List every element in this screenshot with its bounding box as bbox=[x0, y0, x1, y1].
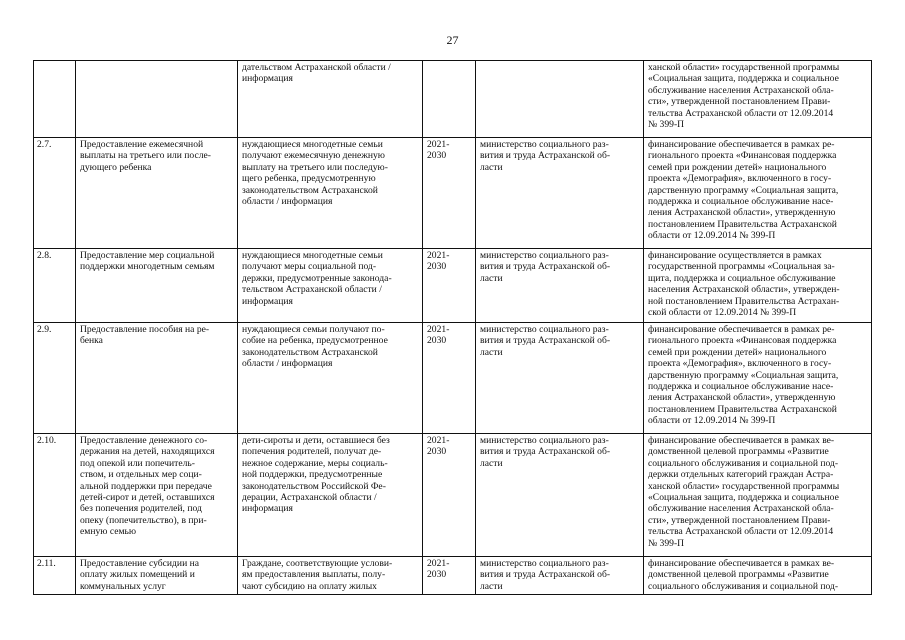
measure-name: Предоставление мер социальной поддержки многодетным семьям bbox=[76, 249, 238, 323]
table-row bbox=[34, 434, 872, 557]
measure-executor bbox=[476, 61, 644, 138]
measure-financing: финансирование обеспечивается в рамках ре- гионального проекта «Финансовая поддержка семей при рождении детей» национального проекта «Демография», включенного в госу- дарственную программу «Социальная защита, поддержка и социальное обслуживание насе- ления Астраханской области», утвержденную постановлением Правительства Астраханской области от 12.09.2014 № 399-П bbox=[644, 323, 872, 434]
measure-financing: ханской области» государственной программы «Социальная защита, поддержка и социальное обслуживание населения Астраханской обла- сти», утвержденной постановлением Прави- тельства Астраханской области от 12.09.2014 № 399-П bbox=[644, 61, 872, 138]
row-number: 2.9. bbox=[34, 323, 76, 434]
measure-name: Предоставление денежного со- держания на детей, находящихся под опекой или попечитель- ством, и отдельных мер соци- альной поддержки при передаче детей-сирот и детей, оставшихся без попечения родителей, под опеку (попечительство), в при- емную семью bbox=[76, 434, 238, 557]
row-number: 2.10. bbox=[34, 434, 76, 557]
measure-financing: финансирование обеспечивается в рамках ве- домственной целевой программы «Развитие социального обслуживания и социальной под- bbox=[644, 557, 872, 595]
measure-period bbox=[423, 61, 476, 138]
measure-name: Предоставление ежемесячной выплаты на третьего или после- дующего ребенка bbox=[76, 138, 238, 249]
measure-period: 2021- 2030 bbox=[423, 249, 476, 323]
measure-financing: финансирование обеспечивается в рамках ре- гионального проекта «Финансовая поддержка семей при рождении детей» национального проекта «Демография», включенного в госу- дарственную программу «Социальная защита, поддержка и социальное обслуживание насе- ления Астраханской области», утвержденную постановлением Правительства Астраханской области от 12.09.2014 № 399-П bbox=[644, 138, 872, 249]
measure-recipients: нуждающиеся многодетные семьи получают меры социальной под- держки, предусмотренные законода- тельством Астраханской области / информация bbox=[238, 249, 423, 323]
measure-recipients: нуждающиеся семьи получают по- собие на ребенка, предусмотренное законодательством Астраханской области / информация bbox=[238, 323, 423, 434]
measure-executor: министерство социального раз- вития и труда Астраханской об- ласти bbox=[476, 249, 644, 323]
row-number bbox=[34, 61, 76, 138]
measure-executor: министерство социального раз- вития и труда Астраханской об- ласти bbox=[476, 323, 644, 434]
measure-executor: министерство социального раз- вития и труда Астраханской об- ласти bbox=[476, 138, 644, 249]
measure-name: Предоставление пособия на ре- бенка bbox=[76, 323, 238, 434]
row-number: 2.8. bbox=[34, 249, 76, 323]
measure-executor: министерство социального раз- вития и труда Астраханской об- ласти bbox=[476, 557, 644, 595]
measure-executor: министерство социального раз- вития и труда Астраханской об- ласти bbox=[476, 434, 644, 557]
measure-recipients: дательством Астраханской области / информация bbox=[238, 61, 423, 138]
table-row bbox=[34, 138, 872, 249]
table-row bbox=[34, 323, 872, 434]
table-row bbox=[34, 249, 872, 323]
measure-recipients: Граждане, соответствующие услови- ям предоставления выплаты, полу- чают субсидию на оплату жилых bbox=[238, 557, 423, 595]
measure-recipients: дети-сироты и дети, оставшиеся без попечения родителей, получат де- нежное содержание, меры социаль- ной поддержки, предусмотренные законодательством Российской Фе- дерации, Астраханской области / информация bbox=[238, 434, 423, 557]
measure-financing: финансирование обеспечивается в рамках ве- домственной целевой программы «Развитие социального обслуживания и социальной под- держки отдельных категорий граждан Астра- ханской области» государственной программы «Социальная защита, поддержка и социальное обслуживание населения Астраханской обла- сти», утвержденной постановлением Прави- тельства Астраханской области от 12.09.2014 № 399-П bbox=[644, 434, 872, 557]
measure-financing: финансирование осуществляется в рамках государственной программы «Социальная за- щита, поддержка и социальное обслуживание населения Астраханской области», утвержден- ной постановлением Правительства Астрахан- ской области от 12.09.2014 № 399-П bbox=[644, 249, 872, 323]
measure-period: 2021- 2030 bbox=[423, 138, 476, 249]
page-number: 27 bbox=[446, 33, 459, 47]
measure-period: 2021- 2030 bbox=[423, 434, 476, 557]
table-row bbox=[34, 557, 872, 595]
measure-period: 2021- 2030 bbox=[423, 557, 476, 595]
measure-period: 2021- 2030 bbox=[423, 323, 476, 434]
measures-table bbox=[33, 60, 872, 595]
measure-recipients: нуждающиеся многодетные семьи получают ежемесячную денежную выплату на третьего или последую- щего ребенка, предусмотренную законодательством Астраханской области / информация bbox=[238, 138, 423, 249]
measure-name bbox=[76, 61, 238, 138]
table-row bbox=[34, 61, 872, 138]
row-number: 2.11. bbox=[34, 557, 76, 595]
row-number: 2.7. bbox=[34, 138, 76, 249]
measure-name: Предоставление субсидии на оплату жилых помещений и коммунальных услуг bbox=[76, 557, 238, 595]
